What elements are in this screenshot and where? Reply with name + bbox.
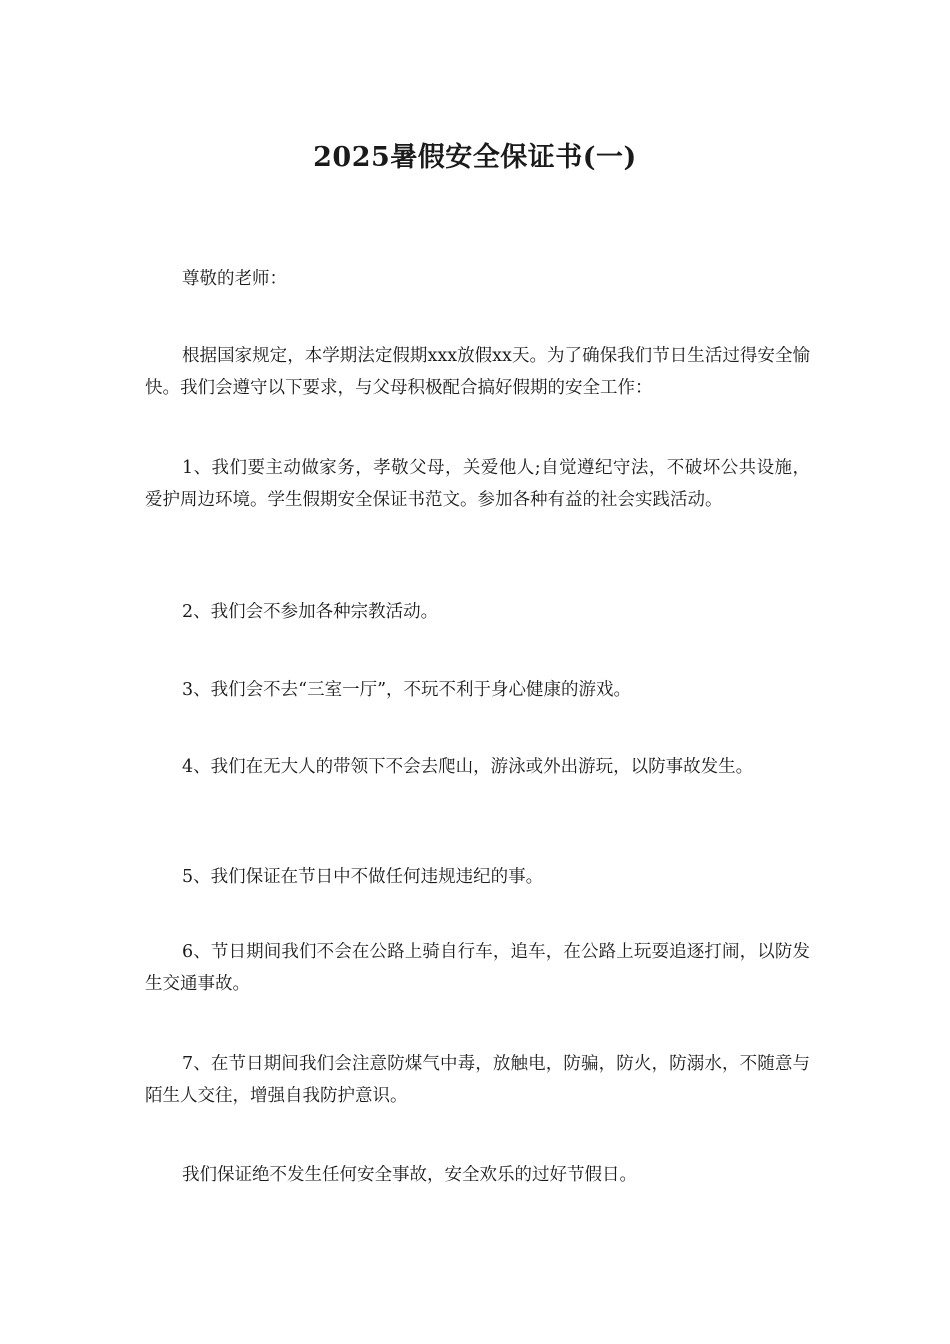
closing-paragraph: 我们保证绝不发生任何安全事故，安全欢乐的过好节假日。 (182, 1165, 637, 1185)
salutation: 尊敬的老师： (182, 269, 287, 289)
item-5: 5、我们保证在节日中不做任何违规违纪的事。 (182, 867, 544, 887)
item-6: 6、节日期间我们不会在公路上骑自行车，追车，在公路上玩耍追逐打闹，以防发生交通事故。 (145, 942, 810, 994)
item-4: 4、我们在无大人的带领下不会去爬山，游泳或外出游玩，以防事故发生。 (182, 757, 754, 777)
item-3: 3、我们会不去“三室一厅”，不玩不利于身心健康的游戏。 (182, 680, 632, 700)
intro-paragraph: 根据国家规定，本学期法定假期xxx放假xx天。为了确保我们节日生活过得安全愉快。我们会遵守以下要求，与父母积极配合搞好假期的安全工作： (145, 346, 810, 398)
item-7: 7、在节日期间我们会注意防煤气中毒，放触电，防骗，防火，防溺水，不随意与陌生人交往，增强自我防护意识。 (145, 1054, 810, 1106)
item-2: 2、我们会不参加各种宗教活动。 (182, 602, 439, 622)
document-title: 2025暑假安全保证书(一) (313, 142, 637, 173)
item-1: 1、我们要主动做家务，孝敬父母，关爱他人;自觉遵纪守法，不破坏公共设施，爱护周边环境。学生假期安全保证书范文。参加各种有益的社会实践活动。 (145, 458, 810, 510)
